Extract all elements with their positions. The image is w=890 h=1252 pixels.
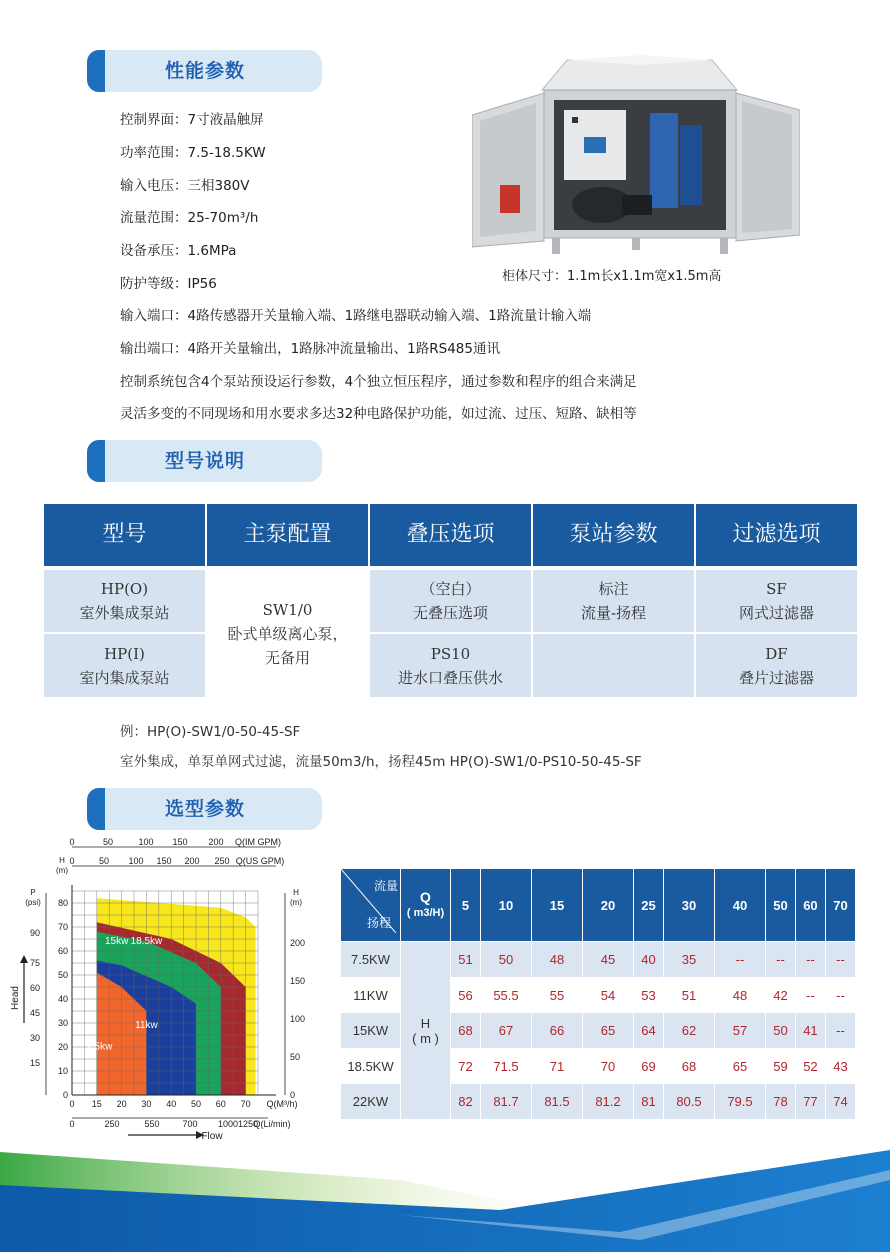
series-label: 11kw: [135, 1019, 158, 1031]
value-cell: 65: [714, 1048, 765, 1084]
filter-desc: 网式过滤器: [738, 604, 814, 622]
top-axis-2-tick: 0: [69, 856, 75, 866]
value-cell: 70: [582, 1048, 633, 1084]
value-cell: --: [795, 977, 825, 1013]
value-cell: 53: [633, 977, 663, 1013]
value-cell: 71.5: [480, 1048, 531, 1084]
value-cell: 81.5: [531, 1084, 582, 1120]
flow-col: 30: [663, 869, 714, 942]
x-tick-label: 20: [116, 1099, 127, 1109]
boost-code: （空白）: [420, 580, 481, 598]
top-axis-2-tick: 250: [214, 856, 230, 866]
value-cell: 79.5: [714, 1084, 765, 1120]
value-cell: 64: [633, 1013, 663, 1049]
value-cell: 50: [765, 1013, 795, 1049]
top-axis-1-tick: 150: [172, 837, 188, 847]
table-corner-cell: [341, 869, 401, 942]
value-cell: 80.5: [663, 1084, 714, 1120]
value-cell: 52: [795, 1048, 825, 1084]
value-cell: --: [825, 942, 855, 978]
y-tick-label: 80: [57, 898, 68, 908]
filter-code: DF: [765, 644, 788, 663]
footer-swoosh: [0, 1140, 890, 1252]
x-tick-label: 40: [166, 1099, 177, 1109]
flow-col: 10: [480, 869, 531, 942]
model-code: HP(I): [104, 644, 145, 663]
value-cell: 78: [765, 1084, 795, 1120]
value-cell: 51: [663, 977, 714, 1013]
selection-data-table: [340, 868, 856, 1120]
value-cell: --: [714, 942, 765, 978]
value-cell: 43: [825, 1048, 855, 1084]
top-axis-1-label: Q(IM GPM): [235, 837, 281, 847]
psi-tick-label: 60: [29, 983, 40, 993]
cabinet-caption: 柜体尺寸：1.1m长x1.1m宽x1.5m高: [502, 269, 722, 284]
h-unit-cell: [401, 942, 451, 1120]
header-q-cell: [401, 869, 451, 942]
y-tick-label: 10: [57, 1066, 68, 1076]
flow-col: 15: [531, 869, 582, 942]
header-tab: [87, 50, 105, 92]
right-axis-title: (m): [290, 898, 302, 907]
bottom-axis-2-tick: 700: [182, 1119, 198, 1129]
power-cell: 18.5KW: [341, 1048, 401, 1084]
power-cell: 15KW: [341, 1013, 401, 1049]
example-line-1: 例：HP(O)-SW1/0-50-45-SF: [120, 724, 301, 740]
value-cell: 82: [451, 1084, 481, 1120]
boost-cell-ps10: [370, 634, 531, 697]
pump-code: SW1/0: [262, 600, 313, 619]
psi-axis-title: (psi): [25, 898, 41, 907]
cabinet-illustration: [472, 55, 800, 260]
model-code: HP(O): [100, 580, 149, 598]
y-tick-label: 30: [57, 1018, 68, 1028]
psi-tick-label: 30: [29, 1033, 40, 1043]
head-arrow-head: [20, 955, 28, 963]
x-tick-label: 15: [91, 1099, 102, 1109]
x-tick-label: 70: [240, 1099, 251, 1109]
spec-output-ports: 输出端口：4路开关量输出，1路脉冲流量输出、1路RS485通讯: [120, 341, 500, 357]
value-cell: 67: [480, 1013, 531, 1049]
right-tick-label: 100: [290, 1014, 306, 1024]
value-cell: 68: [451, 1013, 481, 1049]
value-cell: 45: [582, 942, 633, 978]
bottom-axis-2-tick: 1000: [217, 1119, 239, 1129]
boost-desc: 进水口叠压供水: [397, 668, 503, 687]
value-cell: 66: [531, 1013, 582, 1049]
series-label: 7.5kw: [86, 1041, 113, 1053]
power-cell: 7.5KW: [341, 942, 401, 978]
left-m-axis-title: H: [59, 856, 65, 865]
h-label: H: [420, 1015, 431, 1031]
example-line-2: 室外集成，单泵单网式过滤，流量50m3/h，扬程45m HP(O)-SW1/0-PS10-50-45-SF: [120, 754, 642, 770]
value-cell: 50: [480, 942, 531, 978]
section-header-model: [87, 440, 322, 482]
section-title: 型号说明: [164, 450, 245, 472]
value-cell: 59: [765, 1048, 795, 1084]
param-desc: 流量-扬程: [580, 604, 647, 622]
psi-axis-title: P: [30, 888, 36, 897]
spec-control-ui: 控制界面：7寸液晶触屏: [120, 112, 264, 128]
bottom-axis-2-tick: 1250: [237, 1119, 259, 1129]
value-cell: 81.2: [582, 1084, 633, 1120]
psi-tick-label: 90: [29, 928, 40, 938]
chart-areas: [97, 898, 256, 1095]
psi-tick-label: 15: [29, 1058, 40, 1068]
y-tick-label: 20: [57, 1042, 68, 1052]
param-label: 标注: [598, 580, 629, 598]
model-desc: 室内集成泵站: [79, 668, 170, 687]
top-axis-1-tick: 200: [208, 837, 224, 847]
top-axis-2-tick: 200: [184, 856, 200, 866]
header-q-unit: ( m3/H): [406, 907, 445, 920]
value-cell: 56: [451, 977, 481, 1013]
value-cell: --: [765, 942, 795, 978]
bottom-axis-2-tick: 550: [144, 1119, 160, 1129]
value-cell: 54: [582, 977, 633, 1013]
y-tick-label: 50: [57, 970, 68, 980]
y-tick-label: 40: [57, 994, 68, 1004]
pump-backup: 无备用: [264, 648, 310, 667]
value-cell: 62: [663, 1013, 714, 1049]
spec-power-range: 功率范围：7.5-18.5KW: [120, 145, 266, 161]
value-cell: 68: [663, 1048, 714, 1084]
model-header-params: 泵站参数: [533, 504, 694, 566]
performance-chart: [0, 833, 320, 1145]
spec-control-system: 控制系统包含4个泵站预设运行参数，4个独立恒压程序，通过参数和程序的组合来满足: [120, 374, 637, 390]
y-tick-label: 0: [62, 1090, 68, 1100]
series-label: 18.5kw: [130, 935, 163, 947]
value-cell: 77: [795, 1084, 825, 1120]
top-axis-1-tick: 100: [138, 837, 154, 847]
top-axis-2-tick: 50: [98, 856, 110, 866]
right-tick-label: 50: [290, 1052, 301, 1062]
value-cell: 72: [451, 1048, 481, 1084]
value-cell: 48: [714, 977, 765, 1013]
spec-input-ports: 输入端口：4路传感器开关量输入端、1路继电器联动输入端、1路流量计输入端: [120, 308, 592, 324]
filter-code: SF: [766, 580, 787, 598]
value-cell: 35: [663, 942, 714, 978]
y-tick-label: 60: [57, 946, 68, 956]
model-desc: 室外集成泵站: [79, 604, 170, 622]
model-cell-indoor: [44, 634, 205, 697]
psi-tick-label: 45: [29, 1008, 40, 1018]
model-header-pump: 主泵配置: [207, 504, 368, 566]
value-cell: --: [825, 1013, 855, 1049]
pump-desc: 卧式单级离心泵，: [227, 624, 348, 643]
series-label: 15kw: [104, 935, 129, 947]
filter-cell-df: [696, 634, 857, 697]
spec-pressure: 设备承压：1.6MPa: [120, 243, 237, 259]
value-cell: --: [825, 977, 855, 1013]
value-cell: 74: [825, 1084, 855, 1120]
param-cell: [533, 570, 694, 632]
value-cell: 48: [531, 942, 582, 978]
spec-input-voltage: 输入电压：三相380V: [120, 178, 250, 194]
bottom-axis-2-label: Q(Li/min): [253, 1119, 291, 1129]
flow-col: 50: [765, 869, 795, 942]
flow-col: 70: [825, 869, 855, 942]
boost-code: PS10: [430, 644, 471, 663]
left-m-axis-title: (m): [56, 866, 68, 875]
top-axis-1-tick: 0: [69, 837, 75, 847]
right-tick-label: 200: [290, 938, 306, 948]
spec-flow-range: 流量范围：25-70m³/h: [120, 210, 259, 226]
flow-col: 40: [714, 869, 765, 942]
value-cell: 69: [633, 1048, 663, 1084]
flow-col: 25: [633, 869, 663, 942]
value-cell: 57: [714, 1013, 765, 1049]
spec-protection-functions: 灵活多变的不同现场和用水要求多达32种电路保护功能，如过流、过压、短路、缺相等: [120, 406, 637, 422]
header-tab: [87, 440, 105, 482]
value-cell: 81: [633, 1084, 663, 1120]
model-header-type: 型号: [44, 504, 205, 566]
spec-protection: 防护等级：IP56: [120, 276, 217, 292]
right-tick-label: 0: [290, 1090, 296, 1100]
section-title: 选型参数: [164, 798, 245, 820]
section-title: 性能参数: [164, 60, 245, 82]
section-header-performance: [87, 50, 322, 92]
value-cell: 41: [795, 1013, 825, 1049]
x-tick-label: 30: [141, 1099, 152, 1109]
value-cell: 71: [531, 1048, 582, 1084]
head-axis-title: Head: [10, 986, 21, 1010]
top-axis-2-label: Q(US GPM): [235, 856, 285, 866]
boost-cell-none: [370, 570, 531, 632]
x-tick-label: 0: [69, 1099, 75, 1109]
model-table: [44, 504, 857, 697]
top-axis-2-tick: 150: [156, 856, 172, 866]
top-axis-2-tick: 100: [128, 856, 144, 866]
header-flow-label: 流量: [373, 879, 398, 893]
h-unit: ( m ): [412, 1030, 439, 1046]
flow-col: 60: [795, 869, 825, 942]
flow-axis-title: Flow: [201, 1131, 223, 1142]
flow-col: 20: [582, 869, 633, 942]
x-tick-label: 60: [215, 1099, 226, 1109]
section-header-selection: [87, 788, 322, 830]
value-cell: 51: [451, 942, 481, 978]
pump-config-cell: [207, 570, 368, 697]
header-head-label: 扬程: [367, 916, 392, 931]
value-cell: 55.5: [480, 977, 531, 1013]
model-cell-outdoor: [44, 570, 205, 632]
right-axis-title: H: [293, 888, 299, 897]
header-q: Q: [420, 889, 431, 906]
value-cell: 65: [582, 1013, 633, 1049]
value-cell: 55: [531, 977, 582, 1013]
value-cell: --: [795, 942, 825, 978]
param-cell-empty: [533, 634, 694, 697]
flow-col: 5: [451, 869, 481, 942]
bottom-axis-2-tick: 0: [69, 1119, 75, 1129]
value-cell: 81.7: [480, 1084, 531, 1120]
bottom-axis-2-tick: 250: [104, 1119, 120, 1129]
x-units-label: Q(M³/h): [266, 1099, 298, 1109]
table-row: [341, 942, 856, 978]
psi-tick-label: 75: [29, 958, 40, 968]
filter-desc: 叠片过滤器: [738, 668, 814, 687]
right-tick-label: 150: [290, 976, 306, 986]
y-tick-label: 70: [57, 922, 68, 932]
filter-cell-sf: [696, 570, 857, 632]
boost-desc: 无叠压选项: [412, 604, 488, 622]
value-cell: 40: [633, 942, 663, 978]
header-tab: [87, 788, 105, 830]
model-header-boost: 叠压选项: [370, 504, 531, 566]
power-cell: 11KW: [341, 977, 401, 1013]
power-cell: 22KW: [341, 1084, 401, 1120]
x-tick-label: 50: [190, 1099, 202, 1109]
model-header-filter: 过滤选项: [696, 504, 857, 566]
value-cell: 42: [765, 977, 795, 1013]
top-axis-1-tick: 50: [102, 837, 114, 847]
